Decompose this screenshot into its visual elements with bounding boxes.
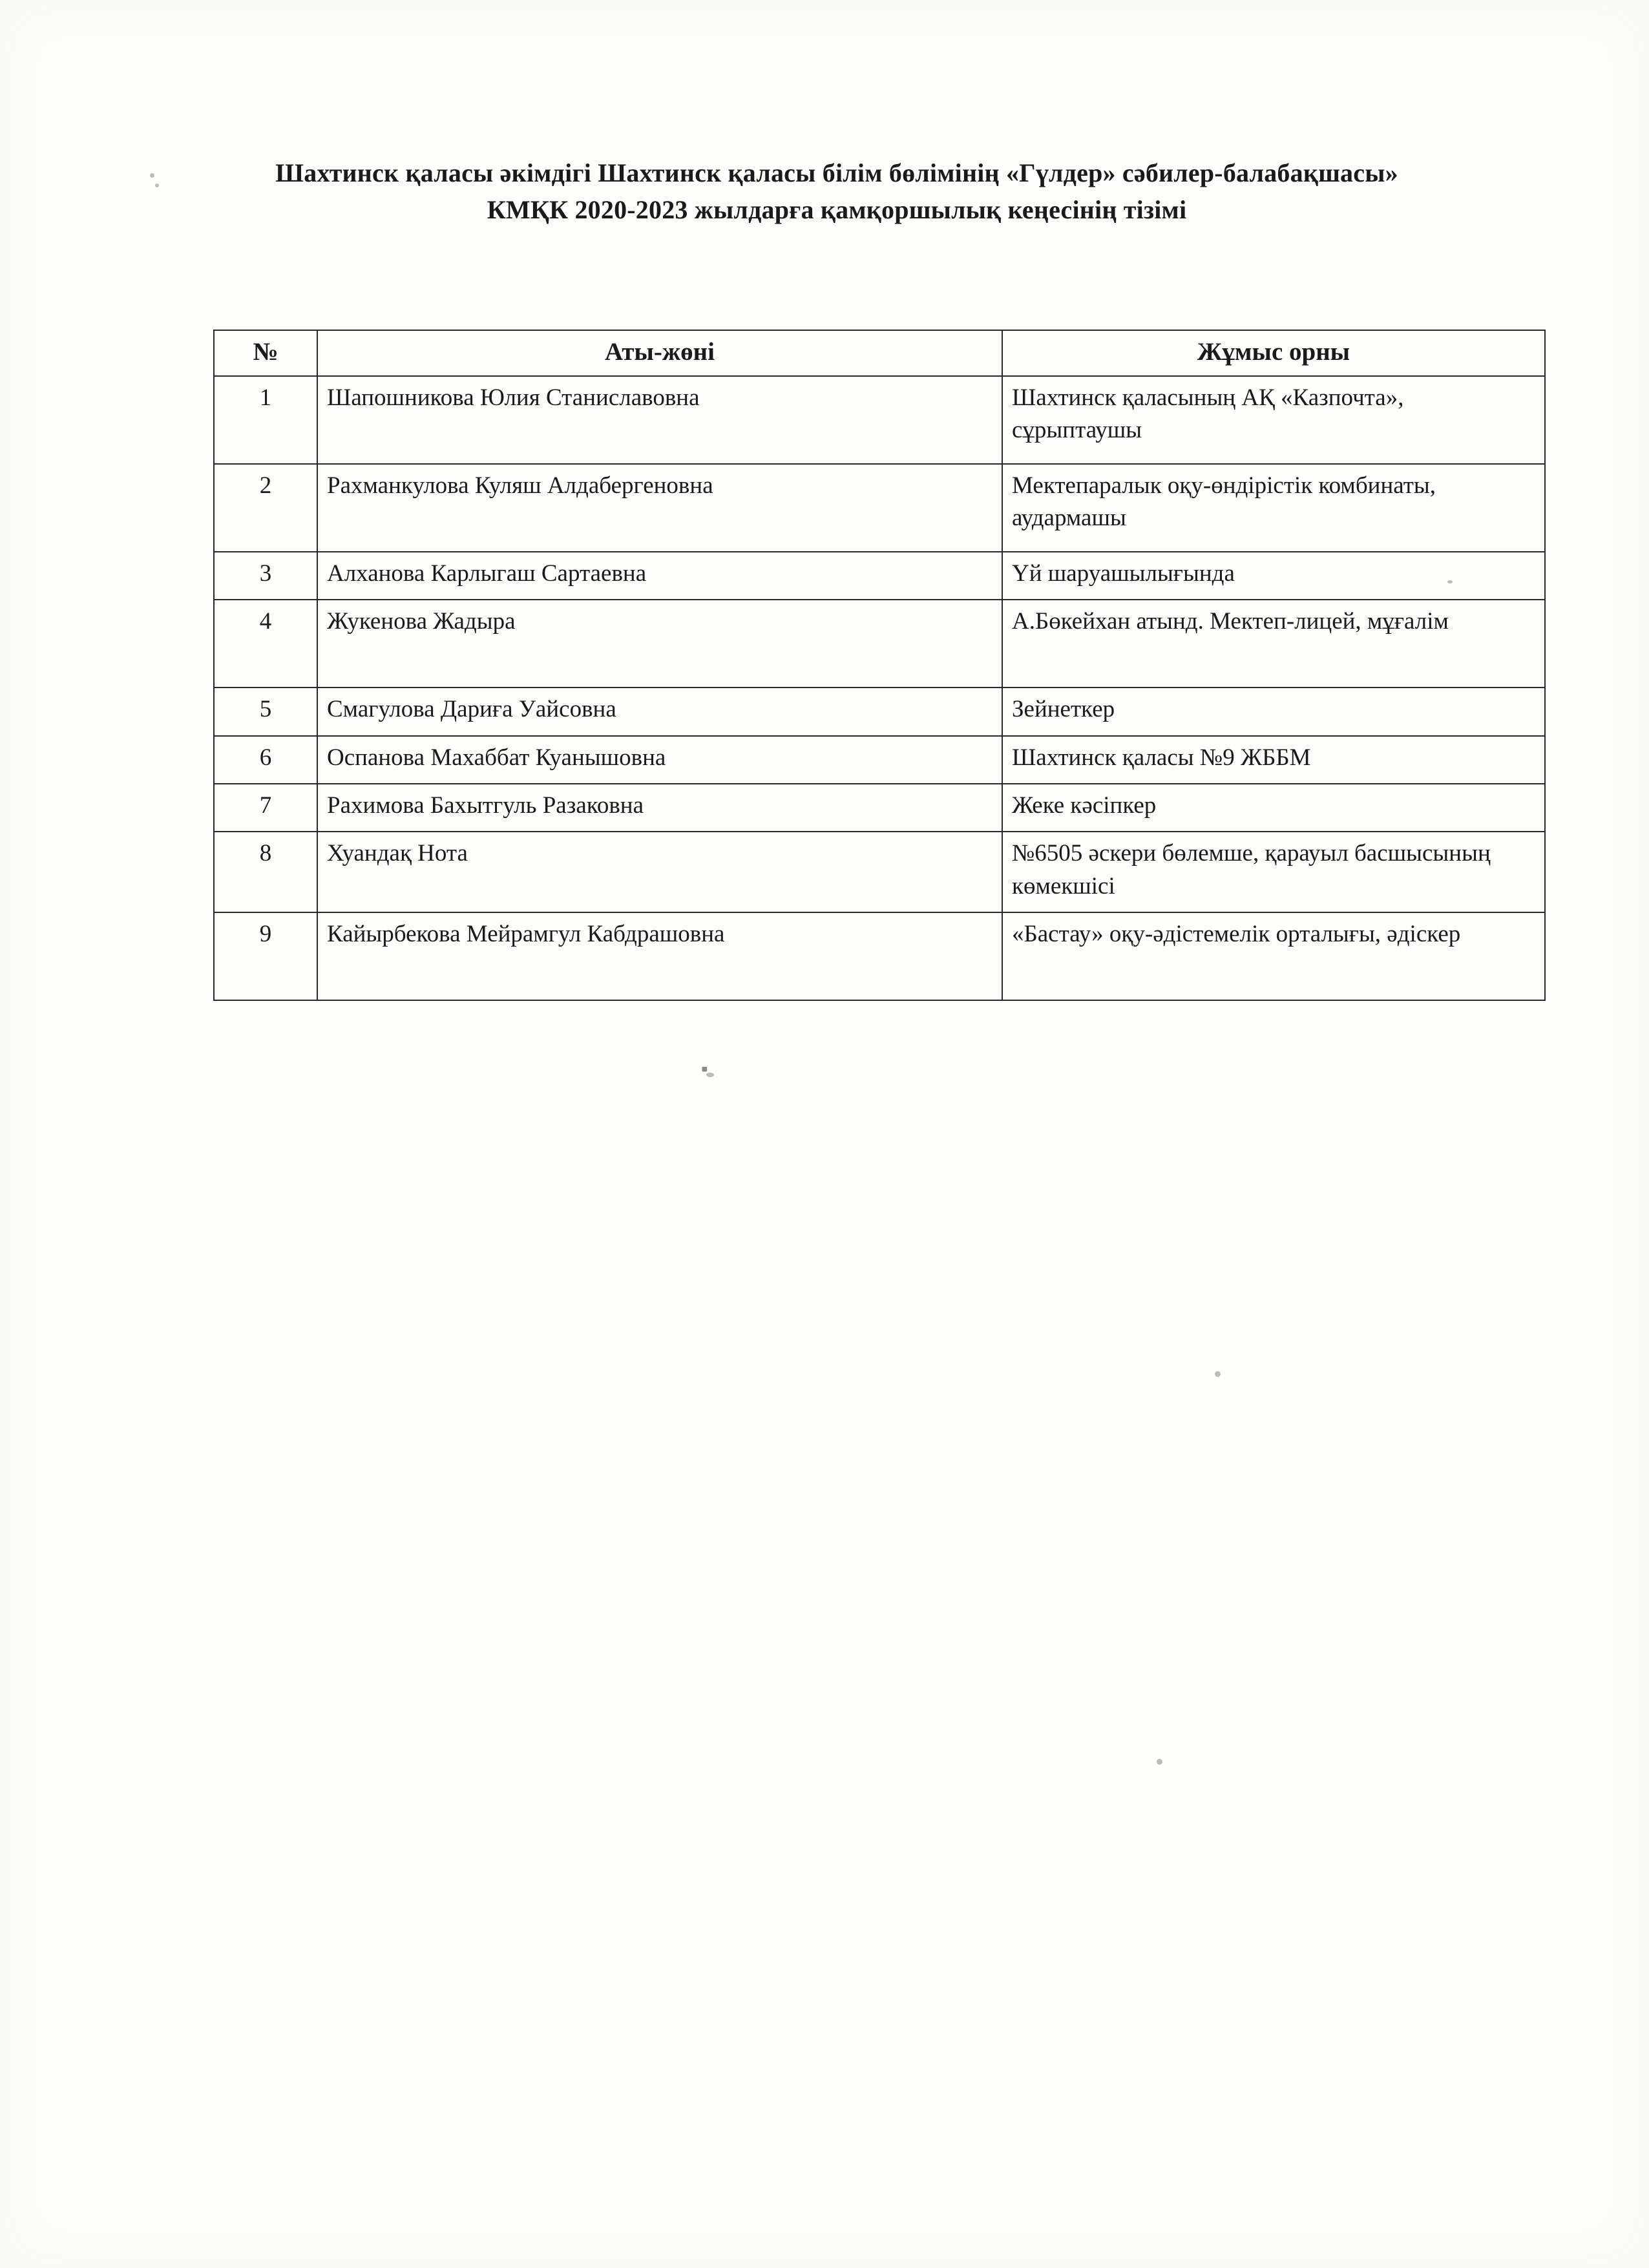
row-workplace: Шахтинск қаласының АҚ «Казпочта», сұрыптаушы [1002,376,1545,464]
row-workplace: №6505 әскери бөлемше, қарауыл басшысының көмекшісі [1002,832,1545,912]
table-row [214,464,1545,552]
page-title: Шахтинск қаласы әкімдігі Шахтинск қаласы білім бөлімінің «Гүлдер» сәбилер-балабақшасы» КМҚК 2020-2023 жылдарға қамқоршылық кеңесінің тізімі [275,158,1398,224]
column-header-name: Аты-жөні [317,330,1002,376]
table-header-row [214,330,1545,376]
row-workplace: А.Бөкейхан атынд. Мектеп-лицей, мұғалім [1002,600,1545,688]
row-number: 5 [214,688,317,735]
row-name: Оспанова Махаббат Куанышовна [317,736,1002,784]
row-number: 1 [214,376,317,464]
scan-speck [1157,1759,1162,1765]
row-name: Кайырбекова Мейрамгул Кабдрашовна [317,912,1002,1000]
row-number: 4 [214,600,317,688]
table-row [214,736,1545,784]
row-name: Рахманкулова Куляш Алдабергеновна [317,464,1002,552]
row-workplace: «Бастау» оқу-әдістемелік орталығы, әдіскер [1002,912,1545,1000]
table-row [214,600,1545,688]
scan-mark: ▪ [701,1058,708,1080]
table-row [214,376,1545,464]
row-name: Хуандақ Нота [317,832,1002,912]
column-header-number: № [214,330,317,376]
row-number: 8 [214,832,317,912]
trustee-council-table [213,330,1546,1001]
row-name: Смагулова Дариға Уайсовна [317,688,1002,735]
table-row [214,784,1545,832]
column-header-workplace: Жұмыс орны [1002,330,1545,376]
row-workplace: Шахтинск қаласы №9 ЖББМ [1002,736,1545,784]
table-row [214,552,1545,600]
row-number: 2 [214,464,317,552]
row-name: Рахимова Бахытгуль Разаковна [317,784,1002,832]
row-number: 9 [214,912,317,1000]
table-row [214,688,1545,735]
row-workplace: Мектепаралык оқу-өндірістік комбинаты, аудармашы [1002,464,1545,552]
table-row [214,832,1545,912]
row-number: 7 [214,784,317,832]
scan-speck [155,184,159,187]
table-row [214,912,1545,1000]
row-workplace: Зейнеткер [1002,688,1545,735]
row-name: Алханова Карлыгаш Сартаевна [317,552,1002,600]
scan-speck [150,173,154,178]
scan-speck [1215,1371,1221,1377]
row-workplace: Жеке кәсіпкер [1002,784,1545,832]
row-number: 6 [214,736,317,784]
row-number: 3 [214,552,317,600]
row-workplace: Үй шаруашылығында [1002,552,1545,600]
row-name: Шапошникова Юлия Станиславовна [317,376,1002,464]
row-name: Жукенова Жадыра [317,600,1002,688]
